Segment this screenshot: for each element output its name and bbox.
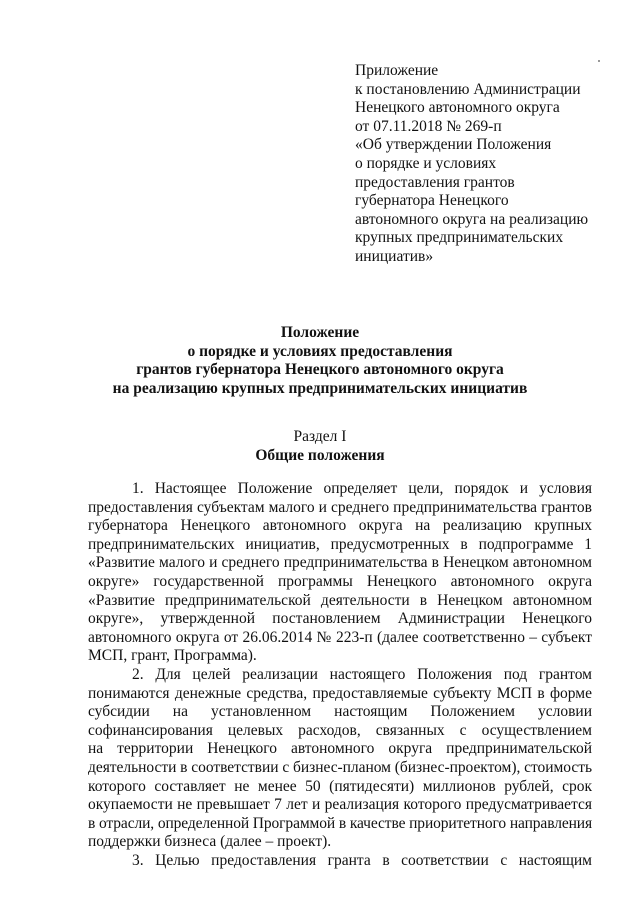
appendix-line: губернатора Ненецкого xyxy=(355,192,509,210)
title-line: о порядке и условиях предоставления xyxy=(187,342,453,360)
text-line: 3. Целью предоставления гранта в соответствии с настоящим xyxy=(132,851,592,869)
section-heading: Общие положения xyxy=(255,446,385,464)
section-header xyxy=(0,428,640,465)
text-line: МСП, грант, Программа). xyxy=(88,647,257,665)
appendix-block xyxy=(355,62,625,267)
appendix-line: крупных предпринимательских xyxy=(355,229,564,247)
text-line: 1. Настоящее Положение определяет цели, порядок и условия xyxy=(132,480,592,497)
text-line: округе» государственной программы Ненецкого автономного округа xyxy=(88,572,592,590)
title-line: на реализацию крупных предпринимательских инициатив xyxy=(112,379,528,397)
text-line: субсидии на установленном настоящим Положением условии xyxy=(88,703,592,721)
appendix-line: Приложение xyxy=(355,62,439,79)
text-line: округе», утвержденной постановлением Администрации Ненецкого xyxy=(88,610,592,628)
text-line: автономного округа от 26.06.2014 № 223-п (далее соответственно – субъект xyxy=(88,628,592,646)
text-line: на территории Ненецкого автономного округа предпринимательской xyxy=(88,740,592,758)
paragraph-1 xyxy=(88,480,592,666)
appendix-line: автономного округа на реализацию xyxy=(355,210,589,228)
paragraph-3 xyxy=(88,852,592,871)
appendix-line: Ненецкого автономного округа xyxy=(355,99,560,117)
text-line: понимаются денежные средства, предоставляемые субъекту МСП в форме xyxy=(88,684,592,702)
text-line: софинансирования целевых расходов, связанных с осуществлением xyxy=(88,721,592,739)
text-line: окупаемости не превышает 7 лет и реализация которого предусматривается xyxy=(88,796,592,814)
text-line: деятельности в соответствии с бизнес-планом (бизнес-проектом), стоимость xyxy=(88,758,593,776)
text-line: 2. Для целей реализации настоящего Положения под грантом xyxy=(132,665,592,683)
title-line: Положение xyxy=(280,324,360,341)
text-line: предпринимательских инициатив, предусмотренных в подпрограмме 1 xyxy=(88,535,592,553)
text-line: поддержки бизнеса (далее – проект). xyxy=(88,833,332,851)
text-line: предоставления субъектам малого и среднего предпринимательства грантов xyxy=(88,498,592,516)
document-title xyxy=(0,324,640,398)
appendix-line: от 07.11.2018 № 269-п xyxy=(355,117,502,135)
text-line: «Развитие предпринимательской деятельности в Ненецком автономном xyxy=(88,591,592,609)
text-line: губернатора Ненецкого автономного округа на реализацию крупных xyxy=(88,517,592,535)
paragraph-2 xyxy=(88,666,592,852)
text-line: которого составляет не менее 50 (пятидесяти) миллионов рублей, срок xyxy=(88,777,592,795)
appendix-line: инициатив» xyxy=(355,247,434,265)
text-line: «Развитие малого и среднего предпринимательства в Ненецком автономном xyxy=(88,554,592,572)
title-line: грантов губернатора Ненецкого автономного округа xyxy=(136,361,504,379)
section-number: Раздел I xyxy=(293,428,347,445)
document-body xyxy=(88,480,592,870)
text-line: в отрасли, определенной Программой в качестве приоритетного направления xyxy=(88,814,592,832)
appendix-line: предоставления грантов xyxy=(355,173,515,191)
appendix-line: к постановлению Администрации xyxy=(355,80,581,98)
appendix-line: «Об утверждении Положения xyxy=(355,136,552,154)
appendix-line: о порядке и условиях xyxy=(355,154,497,172)
